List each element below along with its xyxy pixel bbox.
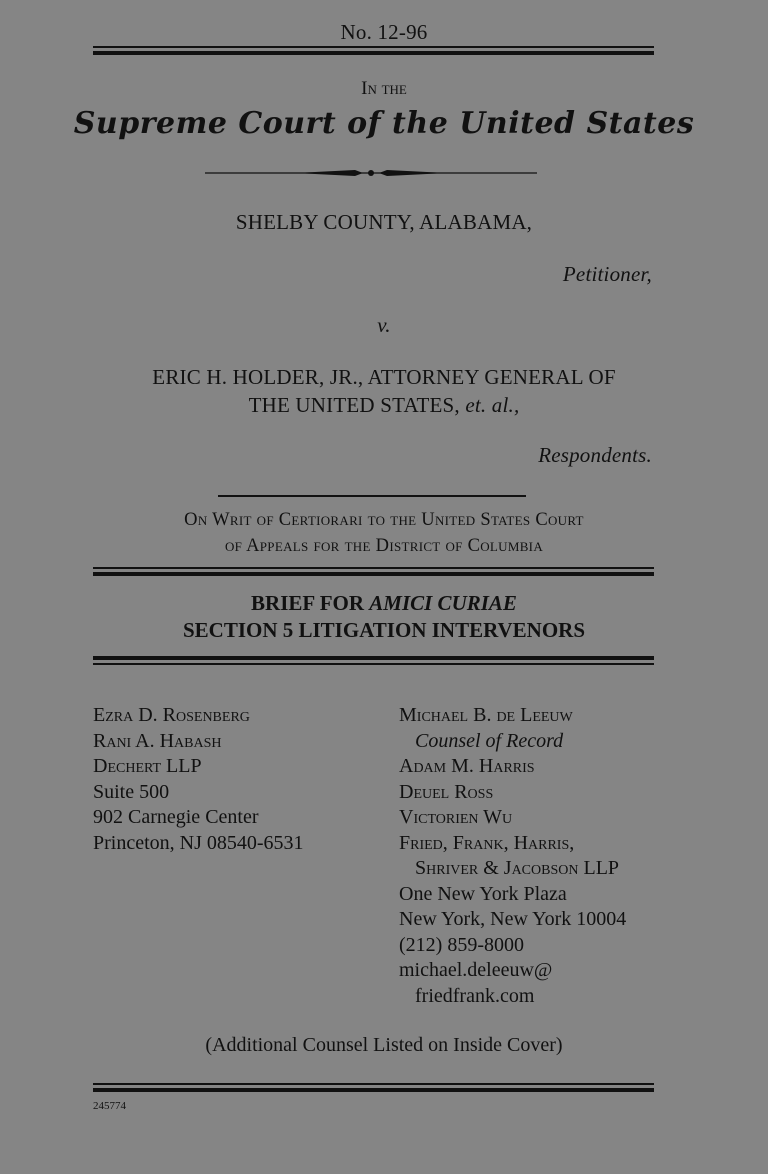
additional-counsel-note: (Additional Counsel Listed on Inside Cover) (205, 1034, 563, 1056)
email-line2: friedfrank.com (415, 984, 535, 1007)
counsel-left (93, 703, 304, 856)
address-line2: New York, New York 10004 (399, 908, 627, 930)
address-line1: One New York Plaza (399, 882, 567, 905)
counsel-right (399, 703, 626, 1009)
counsel-right-name: Deuel Ross (399, 780, 494, 803)
respondent-line2-text: THE UNITED STATES, (248, 393, 466, 417)
brief-title-amici: AMICI CURIAE (369, 591, 517, 615)
brief-rule-top-thin (93, 567, 654, 569)
counsel-left-line: Rani A. Habash (93, 729, 222, 752)
writ-line1: On Writ of Certiorari to the United States Court (184, 510, 584, 530)
docket-number: No. 12-96 (340, 20, 428, 44)
counsel-left-line: Princeton, NJ 08540-6531 (93, 831, 304, 854)
respondent-etal: et. al., (465, 393, 520, 417)
counsel-right-name: Victorien Wu (399, 806, 513, 828)
writ-line2: of Appeals for the District of Columbia (224, 536, 544, 556)
caption-divider (218, 495, 526, 497)
email-line1: michael.deleeuw@ (399, 959, 553, 981)
footer-rule-thick (93, 1088, 654, 1092)
brief-title-line1 (0, 591, 768, 616)
brief-rule-top-thick (93, 572, 654, 576)
petitioner-name: SHELBY COUNTY, ALABAMA, (235, 210, 533, 234)
counsel-left-line: 902 Carnegie Center (93, 806, 259, 828)
brief-title-prefix: BRIEF FOR (251, 591, 370, 615)
counsel-left-line: Suite 500 (93, 780, 170, 803)
firm-line1: Fried, Frank, Harris, (399, 831, 575, 854)
counsel-left-line: Ezra D. Rosenberg (93, 704, 250, 726)
firm-line2: Shriver & Jacobson LLP (415, 857, 620, 879)
footer-rule-thin (93, 1083, 654, 1085)
phone-number: (212) 859-8000 (399, 933, 524, 956)
top-rule-thick (93, 51, 654, 55)
brief-rule-bottom-thick (93, 656, 654, 660)
brief-title-line2: SECTION 5 LITIGATION INTERVENORS (182, 618, 586, 642)
counsel-right-name: Adam M. Harris (399, 755, 535, 777)
ornamental-divider (205, 166, 537, 180)
versus: v. (377, 313, 391, 337)
respondent-line1: ERIC H. HOLDER, JR., ATTORNEY GENERAL OF (152, 365, 616, 389)
court-name: Supreme Court of the United States (73, 106, 695, 141)
top-rule-thin (93, 46, 654, 48)
counsel-of-record-name: Michael B. de Leeuw (399, 704, 573, 726)
respondents-label: Respondents. (538, 443, 652, 467)
petitioner-label: Petitioner, (562, 262, 652, 286)
in-the-label: In the (361, 78, 407, 99)
counsel-of-record-role: Counsel of Record (415, 729, 564, 752)
footer-code: 245774 (93, 1100, 126, 1112)
brief-rule-bottom-thin (93, 663, 654, 665)
counsel-left-line: Dechert LLP (93, 755, 202, 777)
respondent-line2 (0, 393, 768, 418)
